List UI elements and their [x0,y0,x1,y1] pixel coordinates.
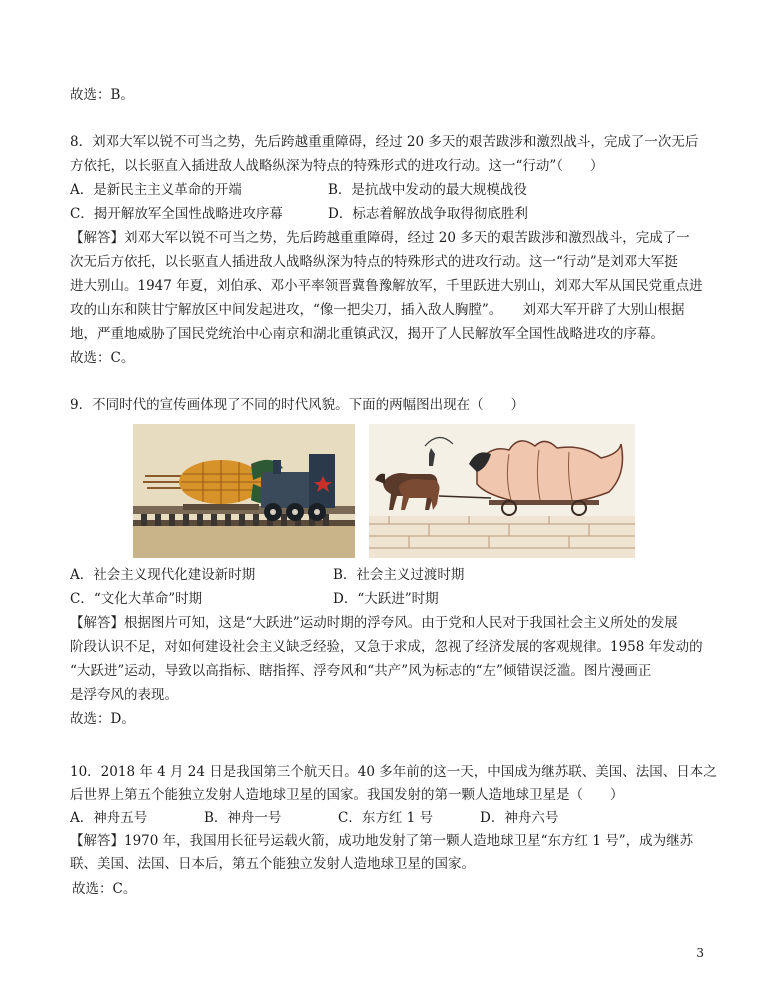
q9-analysis-line-3: “大跃进”运动，导致以高指标、瞎指挥、浮夸风和“共产”风为标志的“左”倾错误泛滥。图片漫画正 [70,663,652,679]
q8-stem-line-1: 8．刘邓大军以锐不可当之势，先后跨越重重障碍，经过 20 多天的艰苦跋涉和激烈战斗，完成了一次无后 [70,134,699,150]
q8-analysis-line-4: 攻的山东和陕甘宁解放区中间发起进攻，“像一把尖刀，插入敌人胸膛”。 刘邓大军开辟了大别山根据 [70,302,685,318]
q9-stem: 9．不同时代的宣传画体现了不同的时代风貌。下面的两幅图出现在（ ） [70,397,525,413]
q8-answer: 故选：C。 [70,350,135,366]
q10-analysis-line-1: 【解答】1970 年，我国用长征号运载火箭，成功地发射了第一颗人造地球卫星“东方红 1 号”，成为继苏 [70,833,694,849]
q8-option-a: A．是新民主主义革命的开端 [70,182,242,198]
q9-option-d: D．“大跃进”时期 [333,591,439,607]
page-number: 3 [696,946,704,960]
prev-answer: 故选：B。 [70,87,134,103]
q9-analysis-line-1: 【解答】根据图片可知，这是“大跃进”运动时期的浮夸风。由于党和人民对于我国社会主义所处的发展 [70,615,678,631]
q10-analysis-line-2: 联、美国、法国、日本后，第五个能独立发射人造地球卫星的国家。 [70,856,475,872]
q10-stem-line-1: 10．2018 年 4 月 24 日是我国第三个航天日。40 多年前的这一天，中国成为继苏联、美国、法国、日本之 [70,764,717,780]
q10-option-d: D．神舟六号 [480,810,559,826]
q9-analysis-line-2: 阶段认识不足，对如何建设社会主义缺乏经验，又急于求成，忽视了经济发展的客观规律。1958 年发动的 [70,639,703,655]
q9-option-a: A．社会主义现代化建设新时期 [70,567,256,583]
q8-option-c: C．揭开解放军全国性战略进攻序幕 [70,206,283,222]
q8-analysis-line-2: 次无后方依托，以长驱直人插进敌人战略纵深为特点的特殊形式的进攻行动。这一“行动”是刘邓大军挺 [70,254,678,270]
poster-cart-image [369,424,635,558]
q10-answer: 故选：C。 [72,881,137,897]
q8-analysis-line-3: 进大别山。1947 年夏，刘伯承、邓小平率领晋冀鲁豫解放军，千里跃进大别山，刘邓大军从国民党重点进 [70,278,703,294]
q9-analysis-line-4: 是浮夸风的表现。 [70,687,178,703]
q8-analysis-line-5: 地，严重地威胁了国民党统治中心南京和湖北重镇武汉，揭开了人民解放军全国性战略进攻的序幕。 [70,326,664,342]
q9-option-b: B．社会主义过渡时期 [333,567,465,583]
q8-analysis-line-1: 【解答】刘邓大军以锐不可当之势，先后跨越重重障碍，经过 20 多天的艰苦跋涉和激烈战斗，完成了一 [70,230,690,246]
poster-train-image [133,424,355,558]
q8-stem-line-2: 方依托，以长驱直入插进敌人战略纵深为特点的特殊形式的进攻行动。这一“行动”（ ） [70,158,604,174]
q10-option-a: A．神舟五号 [70,810,148,826]
q10-option-c: C．东方红 1 号 [338,810,434,826]
q10-stem-line-2: 后世界上第五个能独立发射人造地球卫星的国家。我国发射的第一颗人造地球卫星是（ ） [70,787,624,803]
q8-option-d: D．标志着解放战争取得彻底胜利 [328,206,528,222]
q9-answer: 故选：D。 [70,711,135,727]
q8-option-b: B．是抗战中发动的最大规模战役 [328,182,527,198]
q9-option-c: C．“文化大革命”时期 [70,591,203,607]
q10-option-b: B．神舟一号 [204,810,282,826]
